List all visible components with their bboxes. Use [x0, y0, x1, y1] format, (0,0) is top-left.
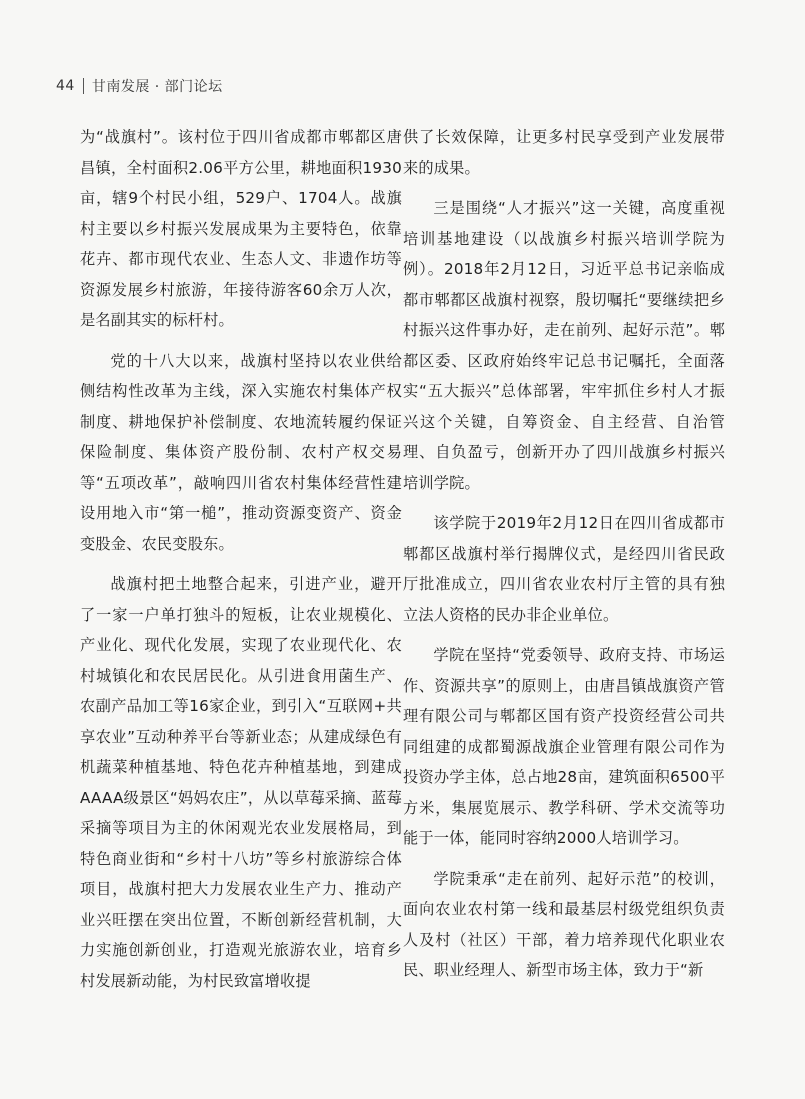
- paragraph: 三是围绕“人才振兴”这一关键，高度重视培训基地建设（以战旗乡村振兴培训学院为例）。2018年2月12日，习近平总书记亲临成都市郫都区战旗村视察，殷切嘱托“要继续把乡村振兴这件事办好，走在前列、起好示范”。郫都区委、区政府始终牢记总书记嘱托，全面落实“五大振兴”总体部署，牢牢抓住乡村人才振兴这个关键，自筹资金、自主经营、自治管理、自负盈亏，创新开办了四川战旗乡村振兴培训学院。: [403, 199, 725, 492]
- left-column: [80, 122, 402, 1006]
- paragraph: 该学院于2019年2月12日在四川省成都市郫都区战旗村举行揭牌仪式，是经四川省民政厅批准成立，四川省农业农村厅主管的具有独立法人资格的民办非企业单位。: [403, 514, 725, 624]
- paragraph: 战旗村把土地整合起来，引进产业，避开了一家一户单打独斗的短板，让农业规模化、产业化、现代化发展，实现了农业现代化、农村城镇化和农民居民化。从引进食用菌生产、农副产品加工等16家企业，到引入“互联网+共享农业”互动种养平台等新业态；从建成绿色有机蔬菜种植基地、特色花卉种植基地，到建成AAAA级景区“妈妈农庄”，从以草莓采摘、蓝莓采摘等项目为主的休闲观光农业发展格局，到特色商业街和“乡村十八坊”等乡村旅游综合体项目，战旗村把大力发展农业生产力、推动产业兴旺摆在突出位置，不断创新经营机制，大力实施创新创业，打造观光旅游农业，培育乡村发展新动能，为村民致富增收提: [80, 575, 402, 990]
- paragraph: 学院在坚持“党委领导、政府支持、市场运作、资源共享”的原则上，由唐昌镇战旗资产管理有限公司与郫都区国有资产投资经营公司共同组建的成都蜀源战旗企业管理有限公司作为投资办学主体，总占地28亩，建筑面积6500平方米，集展览展示、教学科研、学术交流等功能于一体，能同时容纳2000人培训学习。: [403, 646, 725, 847]
- paragraph: 供了长效保障，让更多村民享受到产业发展带来的成果。: [403, 128, 725, 177]
- header-divider: [83, 78, 84, 94]
- section-title: 甘南发展 · 部门论坛: [91, 79, 223, 95]
- paragraph: 为“战旗村”。该村位于四川省成都市郫都区唐昌镇，全村面积2.06平方公里，耕地面积1930亩，辖9个村民小组，529户、1704人。战旗村主要以乡村振兴发展成果为主要特色，依靠花卉、都市现代农业、生态人文、非遗作坊等资源发展乡村旅游，年接待游客60余万人次，是名副其实的标杆村。: [80, 128, 402, 329]
- page-number: 44: [56, 78, 75, 94]
- right-column: [403, 122, 725, 996]
- paragraph: 学院秉承“走在前列、起好示范”的校训，面向农业农村第一线和最基层村级党组织负责人及村（社区）干部，着力培养现代化职业农民、职业经理人、新型市场主体，致力于“新: [403, 869, 725, 979]
- paragraph: 党的十八大以来，战旗村坚持以农业供给侧结构性改革为主线，深入实施农村集体产权制度、耕地保护补偿制度、农地流转履约保证保险制度、集体资产股份制、农村产权交易等“五项改革”，敲响四川省农村集体经营性建设用地入市“第一槌”，推动资源变资产、资金变股金、农民变股东。: [80, 351, 402, 553]
- running-header: [56, 76, 223, 96]
